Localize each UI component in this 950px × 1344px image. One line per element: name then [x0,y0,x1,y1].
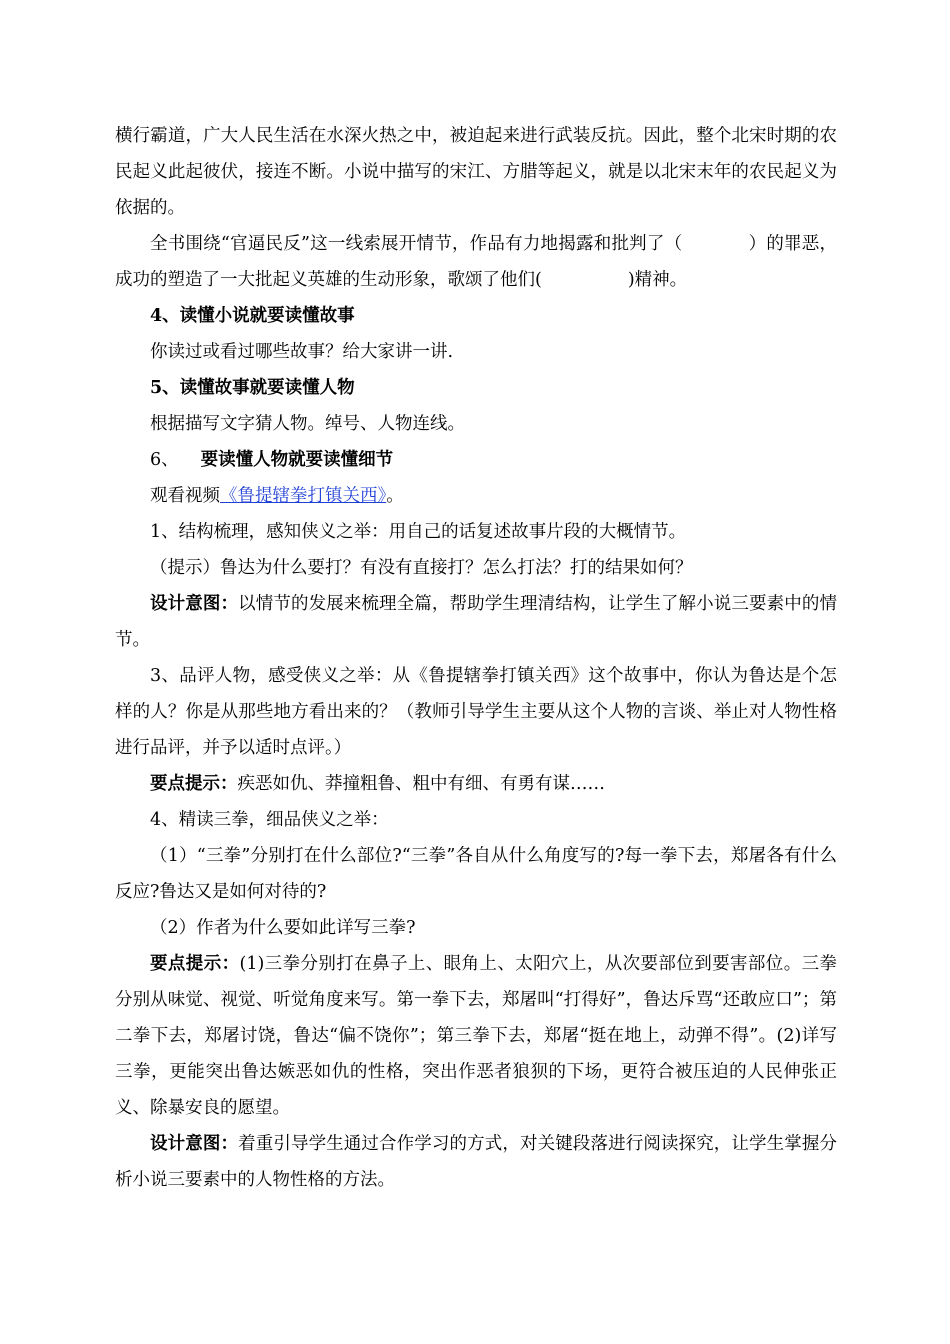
paragraph-text: 。 [386,486,404,506]
heading-text: 要读懂人物就要读懂细节 [200,450,394,470]
heading-text: 4、读懂小说就要读懂故事 [150,306,355,326]
paragraph-theme [115,226,837,298]
label-key-points: 要点提示： [150,774,238,794]
paragraph-text: 1、结构梳理，感知侠义之举：用自己的话复述故事片段的大概情节。 [150,522,687,542]
heading-number: 6、 [150,450,179,470]
paragraph-text: （提示）鲁达为什么要打？有没有直接打？怎么打法？打的结果如何？ [150,558,693,578]
paragraph-watch-video [115,478,837,514]
label-design-intent: 设计意图： [150,1134,239,1154]
label-design-intent: 设计意图： [150,594,239,614]
paragraph-text: 着重引导学生通过合作学习的方式，对关键段落进行阅读探究，让学生掌握分析小说三要素中的人物性格的方法。 [115,1134,837,1190]
paragraph-text: （2）作者为什么要如此详写三拳? [150,918,416,938]
paragraph-text: 4、精读三拳，细品侠义之举： [150,810,389,830]
paragraph-text: 根据描写文字猜人物。绰号、人物连线。 [150,414,465,434]
paragraph-key-points-1 [115,766,837,802]
heading-5 [115,370,837,406]
paragraph-key-points-2 [115,946,837,1126]
paragraph-text: ）的罪恶，成功的塑造了一大批起义英雄的生动形象，歌颂了他们( [115,234,837,290]
label-key-points: 要点提示： [150,954,240,974]
heading-6 [115,442,837,478]
paragraph-text: 全书围绕“官逼民反”这一线索展开情节，作品有力地揭露和批判了（ [150,234,683,254]
paragraph-text: （1）“三拳”分别打在什么部位?“三拳”各自从什么角度写的?每一拳下去，郑屠各有什么反应?鲁达又是如何对待的? [115,846,837,902]
paragraph-text: 以情节的发展来梳理全篇，帮助学生理清结构，让学生了解小说三要素中的情节。 [115,594,837,650]
paragraph-guess-characters [115,406,837,442]
paragraph-text: 观看视频 [150,486,220,506]
paragraph-evaluate-character [115,658,837,766]
paragraph-text: )精神。 [627,270,688,290]
document-body [115,118,837,1198]
paragraph-text: 横行霸道，广大人民生活在水深火热之中，被迫起来进行武装反抗。因此，整个北宋时期的农民起义此起彼伏，接连不断。小说中描写的宋江、方腊等起义，就是以北宋末年的农民起义为依据的。 [115,126,837,218]
paragraph-three-punches [115,802,837,838]
heading-text: 5、读懂故事就要读懂人物 [150,378,355,398]
paragraph-northern-song [115,118,837,226]
paragraph-text: 你读过或看过哪些故事？给大家讲一讲. [150,342,454,362]
paragraph-design-intent-2 [115,1126,837,1198]
paragraph-text: 3、品评人物，感受侠义之举：从《鲁提辖拳打镇关西》这个故事中，你认为鲁达是个怎样的人？你是从那些地方看出来的？（教师引导学生主要从这个人物的言谈、举止对人物性格进行品评，并予以适时点评。） [115,666,837,758]
paragraph-text: 疾恶如仇、莽撞粗鲁、粗中有细、有勇有谋…… [237,774,605,794]
paragraph-question-2 [115,910,837,946]
video-link[interactable]: 《鲁提辖拳打镇关西》 [220,486,387,506]
paragraph-question-1 [115,838,837,910]
paragraph-stories [115,334,837,370]
heading-4 [115,298,837,334]
paragraph-design-intent-1 [115,586,837,658]
paragraph-text: (1)三拳分别打在鼻子上、眼角上、太阳穴上，从次要部位到要害部位。三拳分别从味觉、视觉、听觉角度来写。第一拳下去，郑屠叫“打得好”，鲁达斥骂“还敢应口”；第二拳下去，郑屠讨饶，鲁达“偏不饶你”；第三拳下去，郑屠“挺在地上，动弹不得”。(2)详写三拳，更能突出鲁达嫉恶如仇的性格，突出作恶者狼狈的下场，更符合被压迫的人民伸张正义、除暴安良的愿望。 [115,954,838,1118]
paragraph-hint-questions [115,550,837,586]
paragraph-structure [115,514,837,550]
